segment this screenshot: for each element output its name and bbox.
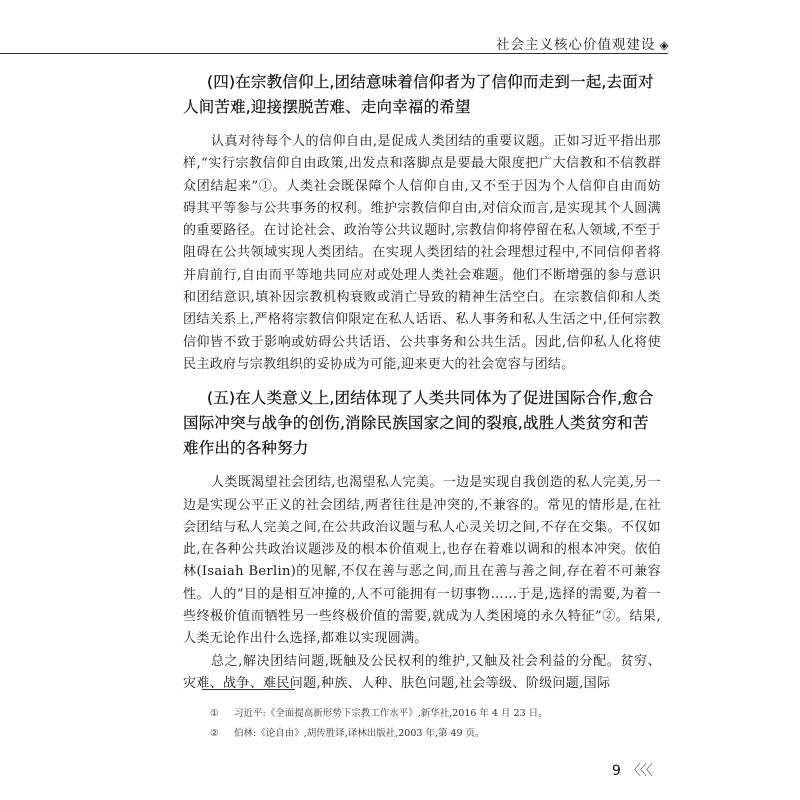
footnote-rule xyxy=(202,689,295,690)
section-heading-4: (四)在宗教信仰上,团结意味着信仰者为了信仰而走到一起,去面对人间苦难,迎接摆脱苦难、走向幸福的希望 xyxy=(183,73,654,116)
body-paragraph: 人类既渴望社会团结,也渴望私人完美。一边是实现自我创造的私人完美,另一边是实现公平正义的社会团结,两者往往是冲突的,不兼容的。常见的情形是,在社会团结与私人完美之间,在公共政治议题与私人心灵关切之间,不存在交集。不仅如此,在各种公共政治议题涉及的根本价值观上,也存在着难以调和的根本冲突。依伯林(Isaiah Berlin)的见解,不仅在善与恶之间,而且在善与善之间,存在着不可兼容性。人的“目的是相互冲撞的,人不可能拥有一切事物……于是,选择的需要,为着一些终极价值而牺牲另一些终极价值的需要,就成为人类困境的永久特征”②。结果,人类无论作出什么选择,都难以实现圆满。 xyxy=(183,475,661,647)
page-number xyxy=(612,760,652,780)
header-rule xyxy=(0,53,668,54)
running-header xyxy=(496,33,670,53)
running-title: 社会主义核心价值观建设 xyxy=(496,37,656,53)
footnotes xyxy=(210,704,650,744)
footnote-mark: ① xyxy=(210,708,219,719)
section-heading-5: (五)在人类意义上,团结体现了人类共同体为了促进国际合作,愈合国际冲突与战争的创伤,消除民族国家之间的裂痕,战胜人类贫穷和苦难作出的各种努力 xyxy=(183,389,654,458)
body-paragraph: 认真对待每个人的信仰自由,是促成人类团结的重要议题。正如习近平指出那样,“实行宗教信仰自由政策,出发点和落脚点是要最大限度把广大信教和不信教群众团结起来”①。人类社会既保障个人信仰自由,又不至于因为个人信仰自由而妨碍其平等参与公共事务的权利。维护宗教信仰自由,对信众而言,是实现其个人圆满的重要路径。在讨论社会、政治等公共议题时,宗教信仰将停留在私人领域,不至于阻碍在公共领域实现人类团结。在实现人类团结的社会理想过程中,不同信仰者将并肩前行,自由而平等地共同应对或处理人类社会难题。他们不断增强的参与意识和团结意识,填补因宗教机构衰败或消亡导致的精神生活空白。在宗教信仰和人类团结关系上,严格将宗教信仰限定在私人话语、私人事务和私人生活之中,任何宗教信仰皆不致于影响或妨碍公共话语、公共事务和公共生活。因此,信仰私人化将使民主政府与宗教组织的妥协成为可能,迎来更大的社会宽容与团结。 xyxy=(183,134,661,372)
diamond-ornament-icon: ◈ xyxy=(659,38,670,52)
body-paragraph: 总之,解决团结问题,既触及公民权利的维护,又触及社会利益的分配。贫穷、灾难、战争、难民问题,种族、人种、肤色问题,社会等级、阶级问题,国际 xyxy=(183,653,661,691)
footnote-mark: ② xyxy=(210,728,219,739)
page-body xyxy=(183,70,661,695)
chevron-left-icon: 〈〈〈 xyxy=(626,763,652,779)
page-number-value: 9 xyxy=(612,763,621,779)
footnote-item xyxy=(210,724,650,744)
footnote-item xyxy=(210,704,650,724)
footnote-text: 习近平:《全面提高新形势下宗教工作水平》,新华社,2016 年 4 月 23 日。 xyxy=(234,708,548,719)
footnote-text: 伯林:《论自由》,胡传胜译,译林出版社,2003 年,第 49 页。 xyxy=(234,728,485,739)
